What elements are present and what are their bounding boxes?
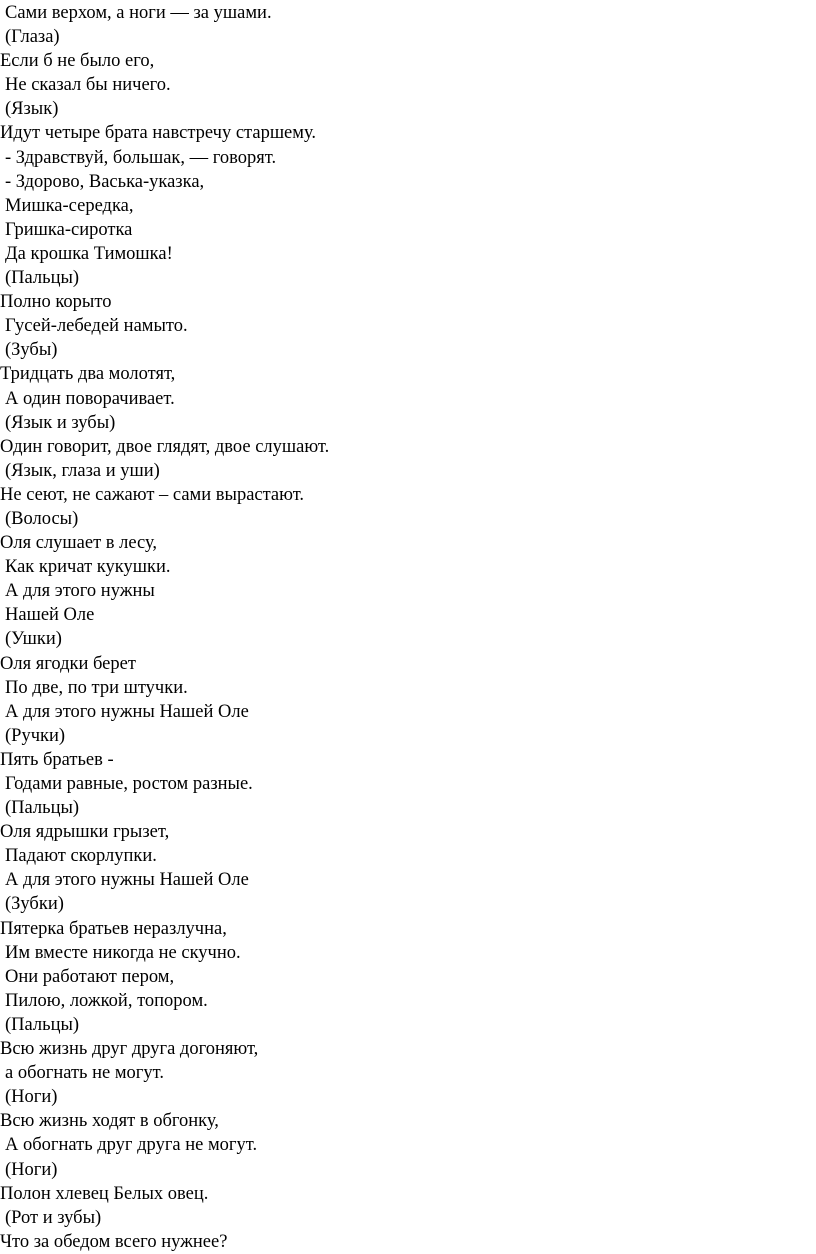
text-line: А один поворачивает. xyxy=(5,388,175,409)
text-line: Оля ягодки берет xyxy=(0,653,136,674)
text-line: (Пальцы) xyxy=(5,798,80,819)
text-line: Один говорит, двое глядят, двое слушают. xyxy=(0,436,330,457)
text-line: А обогнать друг друга не могут. xyxy=(5,1135,258,1156)
text-line: Всю жизнь друг друга догоняют, xyxy=(0,1039,259,1060)
text-line: Не сказал бы ничего. xyxy=(5,75,171,96)
text-line: По две, по три штучки. xyxy=(5,677,188,698)
text-line: (Рот и зубы) xyxy=(5,1207,102,1228)
text-line: (Ноги) xyxy=(5,1087,58,1108)
text-line: (Ручки) xyxy=(5,725,66,746)
text-line: Сами верхом, а ноги — за ушами. xyxy=(5,3,272,23)
text-line: Не сеют, не сажают – сами вырастают. xyxy=(0,484,305,505)
text-line: А для этого нужны Нашей Оле xyxy=(5,870,249,891)
text-line: а обогнать не могут. xyxy=(5,1063,164,1084)
text-line: Полон хлевец Белых овец. xyxy=(0,1183,209,1204)
text-line: (Язык и зубы) xyxy=(5,412,116,433)
text-line: - Здорово, Васька-указка, xyxy=(5,171,205,192)
text-line: (Пальцы) xyxy=(5,268,80,289)
text-line: Падают скорлупки. xyxy=(5,846,157,867)
text-line: Годами равные, ростом разные. xyxy=(5,774,253,794)
text-line: (Глаза) xyxy=(5,27,60,48)
text-line: Оля ядрышки грызет, xyxy=(0,822,170,843)
text-line: (Волосы) xyxy=(5,508,79,529)
text-line: (Зубы) xyxy=(5,340,58,361)
text-line: Всю жизнь ходят в обгонку, xyxy=(0,1111,219,1132)
text-line: Как кричат кукушки. xyxy=(5,557,171,578)
text-line: Им вместе никогда не скучно. xyxy=(5,942,241,963)
text-line: Пять братьев - xyxy=(0,749,114,770)
text-line: Что за обедом всего нужнее? xyxy=(0,1231,228,1252)
text-line: Гришка-сиротка xyxy=(5,219,133,240)
text-line: Пятерка братьев неразлучна, xyxy=(0,918,227,939)
text-line: (Язык, глаза и уши) xyxy=(5,460,160,481)
text-line: Нашей Оле xyxy=(5,605,95,626)
text-line: Если б не было его, xyxy=(0,51,155,72)
text-line: (Ушки) xyxy=(5,629,62,650)
text-line: А для этого нужны xyxy=(5,581,155,602)
text-line: А для этого нужны Нашей Оле xyxy=(5,701,249,722)
text-line: Они работают пером, xyxy=(5,966,175,987)
text-line: (Ноги) xyxy=(5,1159,58,1180)
text-line: Тридцать два молотят, xyxy=(0,364,176,385)
text-line: (Пальцы) xyxy=(5,1014,80,1035)
text-line: (Зубки) xyxy=(5,894,64,915)
text-line: - Здравствуй, большак, — говорят. xyxy=(5,147,277,168)
text-line: Да крошка Тимошка! xyxy=(5,243,173,264)
text-line: Мишка-середка, xyxy=(5,195,134,216)
text-line: Полно корыто xyxy=(0,292,112,313)
text-line: Идут четыре брата навстречу старшему. xyxy=(0,123,316,144)
text-line: Оля слушает в лесу, xyxy=(0,533,158,554)
text-line: (Язык) xyxy=(5,99,59,120)
text-line: Пилою, ложкой, топором. xyxy=(5,990,208,1011)
text-line: Гусей-лебедей намыто. xyxy=(5,316,188,337)
